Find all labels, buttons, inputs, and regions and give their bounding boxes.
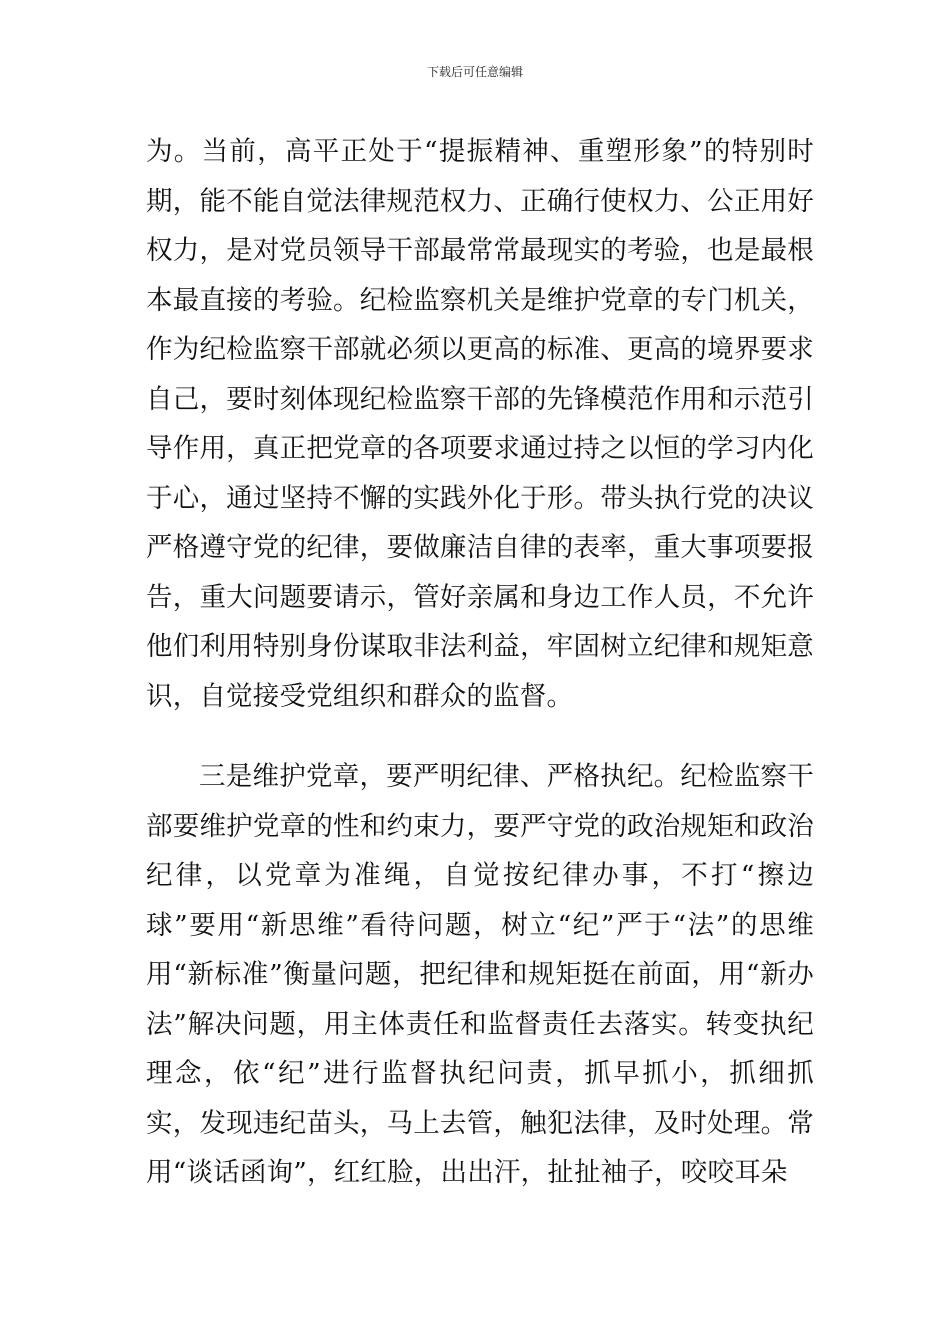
page-header: 下载后可任意编辑 — [426, 65, 523, 79]
paragraph-1: 为。当前，高平正处于“提振精神、重塑形象”的特别时期，能不能自觉法律规范权力、正确行使权力、公正用好权力，是对党员领导干部最常常最现实的考验，也是最根本最直接的考验。纪检监察机关是维护党章的专门机关，作为纪检监察干部就必须以更高的标准、更高的境界要求自己，要时刻体现纪检监察干部的先锋模范作用和示范引导作用，真正把党章的各项要求通过持之以恒的学习内化于心，通过坚持不懈的实践外化于形。带头执行党的决议严格遵守党的纪律，要做廉洁自律的表率，重大事项要报告，重大问题要请示，管好亲属和身边工作人员，不允许他们利用特别身份谋取非法利益，牢固树立纪律和规矩意识，自觉接受党组织和群众的监督。 — [146, 136, 814, 712]
paragraph-2: 三是维护党章，要严明纪律、严格执纪。纪检监察干部要维护党章的性和约束力，要严守党的政治规矩和政治纪律，以党章为准绳，自觉按纪律办事，不打“擦边球”要用“新思维”看待问题，树立“纪”严于“法”的思维用“新标准”衡量问题，把纪律和规矩挺在前面，用“新办法”解决问题，用主体责任和监督责任去落实。转变执纪理念，依“纪”进行监督执纪问责，抓早抓小，抓细抓实，发现违纪苗头，马上去管，触犯法律，及时处理。常用“谈话函询”，红红脸，出出汗，扯扯袖子，咬咬耳朵 — [146, 761, 814, 1188]
